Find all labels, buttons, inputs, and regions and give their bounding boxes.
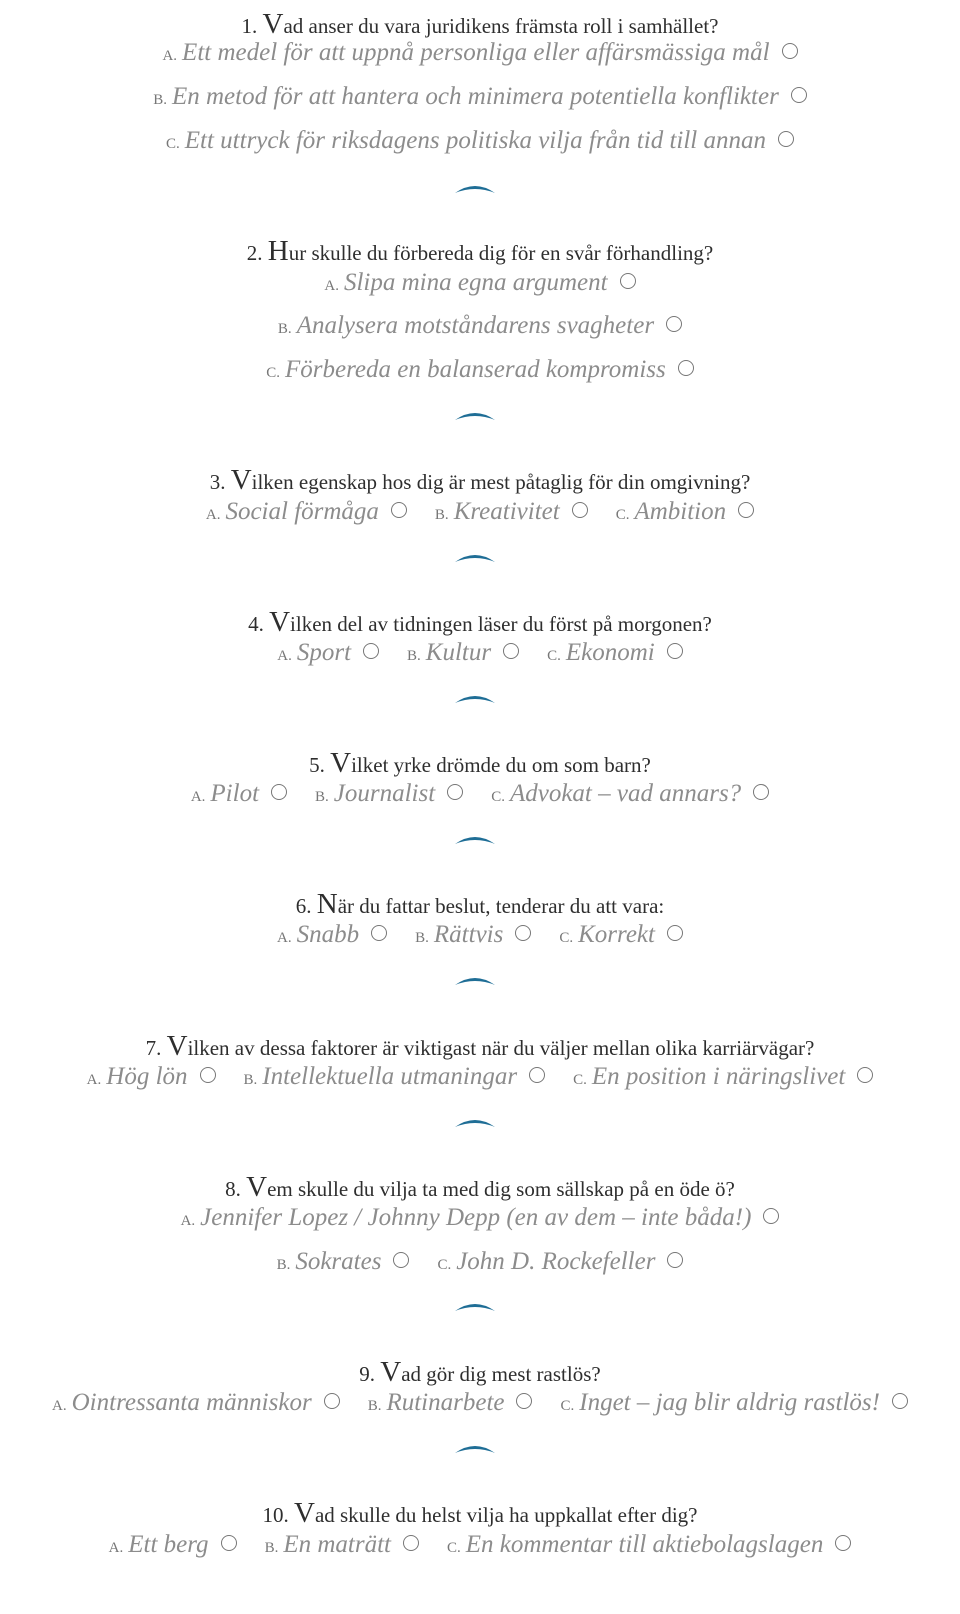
radio-circle-icon[interactable] [516,1393,532,1409]
option-letter: A. [277,648,292,664]
question-2-title [0,235,960,268]
question-initial: V [293,1497,315,1529]
radio-circle-icon[interactable] [857,1067,873,1083]
radio-circle-icon[interactable] [738,502,754,518]
option-text: En metod för att hantera och minimera potentiella konflikter [171,83,779,110]
question-1-option-a[interactable] [162,39,797,67]
radio-circle-icon[interactable] [391,502,407,518]
arc-separator-icon [452,829,498,849]
option-letter: A. [162,48,178,64]
question-1-title [0,8,960,41]
option-text: Ambition [634,498,727,525]
question-text: em skulle du vilja ta med dig som sällskap på en öde ö? [267,1177,735,1201]
question-9-options-row [0,1389,960,1417]
question-3-option-b[interactable] [435,498,588,526]
radio-circle-icon[interactable] [666,316,682,332]
option-letter: A. [52,1398,67,1414]
option-letter: A. [86,1072,102,1088]
question-number: 3. [209,470,226,494]
question-2-options-row [0,269,960,297]
option-text: En kommentar till aktiebolagslagen [465,1531,824,1558]
option-letter: B. [153,92,167,108]
option-text: Förbereda en balanserad kompromiss [285,356,666,383]
option-letter: B. [415,930,429,946]
question-7-option-c[interactable] [573,1063,873,1091]
radio-circle-icon[interactable] [782,43,798,59]
arc-separator-icon [452,688,498,708]
question-1-option-b[interactable] [153,83,807,111]
option-text: Kreativitet [453,498,560,525]
option-letter: C. [573,1072,587,1088]
question-2-option-a[interactable] [324,269,635,297]
option-text: Pilot [210,780,260,807]
question-5-option-c[interactable] [491,780,769,808]
question-4-option-c[interactable] [547,639,683,667]
option-text: En position i näringslivet [591,1063,846,1090]
question-8-options-row [0,1248,960,1276]
question-5-option-b[interactable] [315,780,463,808]
radio-circle-icon[interactable] [835,1535,851,1551]
question-6-options-row [0,921,960,949]
option-letter: B. [276,1257,291,1273]
question-initial: V [262,8,284,40]
radio-circle-icon[interactable] [200,1067,216,1083]
question-text: ilket yrke drömde du om som barn? [351,753,651,777]
radio-circle-icon[interactable] [667,1252,683,1268]
radio-circle-icon[interactable] [363,643,379,659]
radio-circle-icon[interactable] [271,784,287,800]
question-text: ur skulle du förbereda dig för en svår förhandling? [288,241,714,265]
question-initial: V [230,464,252,496]
radio-circle-icon[interactable] [620,273,636,289]
question-4-option-b[interactable] [407,639,519,667]
option-text: Inget – jag blir aldrig rastlös! [579,1389,880,1416]
question-initial: V [246,1171,268,1203]
question-text: ilken del av tidningen läser du först på morgonen? [290,612,712,636]
arc-separator-icon [452,1438,498,1458]
option-letter: B. [367,1398,382,1414]
question-5-options-row [0,780,960,808]
option-text: John D. Rockefeller [456,1248,656,1275]
option-text: Snabb [296,921,360,948]
option-letter: C. [446,1540,461,1556]
question-1-options-row [0,127,960,155]
question-2-options-row [0,312,960,340]
option-text: Ekonomi [565,639,655,666]
question-10-option-c[interactable] [447,1531,851,1559]
option-text: Ett berg [128,1531,209,1558]
option-text: Sokrates [295,1248,382,1275]
question-2-option-c[interactable] [266,356,694,384]
option-letter: A. [324,278,339,294]
question-number: 9. [359,1362,376,1386]
question-5-option-a[interactable] [191,780,287,808]
option-letter: B. [315,789,329,805]
option-text: En maträtt [283,1531,391,1558]
radio-circle-icon[interactable] [221,1535,237,1551]
radio-circle-icon[interactable] [503,643,519,659]
arc-separator-icon [452,1112,498,1132]
option-text: Analysera motståndarens svagheter [296,312,655,339]
question-4-options-row [0,639,960,667]
question-6-option-a[interactable] [277,921,387,949]
question-8-option-b[interactable] [277,1248,410,1276]
question-text: ad anser du vara juridikens främsta roll i samhället? [283,14,719,38]
option-text: Social förmåga [225,498,379,525]
option-text: Intellektuella utmaningar [262,1063,518,1090]
question-4-title [0,606,960,639]
option-letter: C. [560,1398,575,1414]
option-letter: A. [108,1540,124,1556]
option-letter: B. [434,507,449,523]
option-letter: C. [266,365,280,381]
arc-separator-icon [452,970,498,990]
arc-separator-icon [452,547,498,567]
option-text: Ointressanta människor [71,1389,312,1416]
radio-circle-icon[interactable] [667,925,683,941]
question-3-options-row [0,498,960,526]
option-letter: C. [615,507,630,523]
question-initial: V [166,1030,188,1062]
question-number: 8. [225,1177,241,1201]
option-letter: C. [547,648,561,664]
radio-circle-icon[interactable] [778,131,794,147]
question-8-title [0,1171,960,1204]
radio-circle-icon[interactable] [753,784,769,800]
option-text: Journalist [333,780,436,807]
option-text: Hög lön [106,1063,188,1090]
question-number: 10. [262,1503,289,1527]
question-7-option-a[interactable] [87,1063,216,1091]
question-2-options-row [0,356,960,384]
question-6-option-b[interactable] [415,921,531,949]
question-8-option-a[interactable] [181,1204,780,1232]
option-letter: C. [491,789,505,805]
radio-circle-icon[interactable] [393,1252,409,1268]
question-5-title [0,747,960,780]
radio-circle-icon[interactable] [371,925,387,941]
radio-circle-icon[interactable] [529,1067,545,1083]
option-text: Rutinarbete [386,1389,505,1416]
radio-circle-icon[interactable] [403,1535,419,1551]
radio-circle-icon[interactable] [324,1393,340,1409]
question-1-options-row [0,39,960,67]
radio-circle-icon[interactable] [791,87,807,103]
question-text: ad gör dig mest rastlös? [401,1362,601,1386]
option-letter: B. [277,321,292,337]
option-text: Jennifer Lopez / Johnny Depp (en av dem – inte båda!) [200,1204,752,1231]
question-text: är du fattar beslut, tenderar du att vara: [337,894,665,918]
question-7-title [0,1030,960,1063]
question-10-title [0,1497,960,1530]
question-initial: N [316,888,338,920]
option-letter: A. [180,1213,196,1229]
radio-circle-icon[interactable] [572,502,588,518]
option-letter: C. [166,136,180,152]
question-1-options-row [0,83,960,111]
question-10-option-b[interactable] [265,1531,419,1559]
question-4-option-a[interactable] [277,639,379,667]
question-3-option-c[interactable] [616,498,754,526]
question-7-option-b[interactable] [244,1063,546,1091]
question-9-option-a[interactable] [52,1389,340,1417]
option-text: Ett medel för att uppnå personliga eller affärsmässiga mål [182,39,770,66]
question-initial: V [380,1356,402,1388]
question-text: ad skulle du helst vilja ha uppkallat efter dig? [314,1503,698,1527]
question-number: 1. [241,14,258,38]
radio-circle-icon[interactable] [678,360,694,376]
question-number: 4. [248,612,264,636]
question-number: 5. [309,753,325,777]
radio-circle-icon[interactable] [763,1208,779,1224]
question-text: ilken egenskap hos dig är mest påtaglig för din omgivning? [251,470,751,494]
question-6-title [0,888,960,921]
question-8-option-c[interactable] [437,1248,683,1276]
radio-circle-icon[interactable] [515,925,531,941]
option-letter: B. [407,648,421,664]
question-6-option-c[interactable] [559,921,683,949]
option-letter: C. [559,930,574,946]
question-initial: V [269,606,291,638]
question-text: ilken av dessa faktorer är viktigast när du väljer mellan olika karriärvägar? [187,1036,815,1060]
radio-circle-icon[interactable] [667,643,683,659]
question-initial: H [267,235,289,267]
question-9-option-b[interactable] [368,1389,533,1417]
option-letter: B. [264,1540,279,1556]
option-text: Sport [296,639,352,666]
option-text: Slipa mina egna argument [343,269,608,296]
radio-circle-icon[interactable] [892,1393,908,1409]
arc-separator-icon [452,178,498,198]
radio-circle-icon[interactable] [447,784,463,800]
question-3-title [0,464,960,497]
question-number: 2. [246,241,263,265]
question-7-options-row [0,1063,960,1091]
question-initial: V [330,747,352,779]
option-text: Rättvis [433,921,504,948]
option-text: Kultur [425,639,492,666]
option-text: Korrekt [578,921,655,948]
option-text: Advokat – vad annars? [509,780,742,807]
question-number: 6. [295,894,312,918]
question-10-options-row [0,1531,960,1559]
option-letter: A. [277,930,292,946]
question-2-option-b[interactable] [278,312,682,340]
arc-separator-icon [452,1296,498,1316]
question-3-option-a[interactable] [206,498,407,526]
question-8-options-row [0,1204,960,1232]
option-letter: B. [243,1072,258,1088]
option-text: Ett uttryck för riksdagens politiska vilja från tid till annan [184,127,766,154]
option-letter: A. [190,789,206,805]
question-number: 7. [145,1036,162,1060]
option-letter: A. [205,507,221,523]
arc-separator-icon [452,405,498,425]
question-10-option-a[interactable] [109,1531,237,1559]
option-letter: C. [437,1257,452,1273]
question-9-option-c[interactable] [560,1389,907,1417]
question-9-title [0,1356,960,1389]
question-1-option-c[interactable] [166,127,794,155]
